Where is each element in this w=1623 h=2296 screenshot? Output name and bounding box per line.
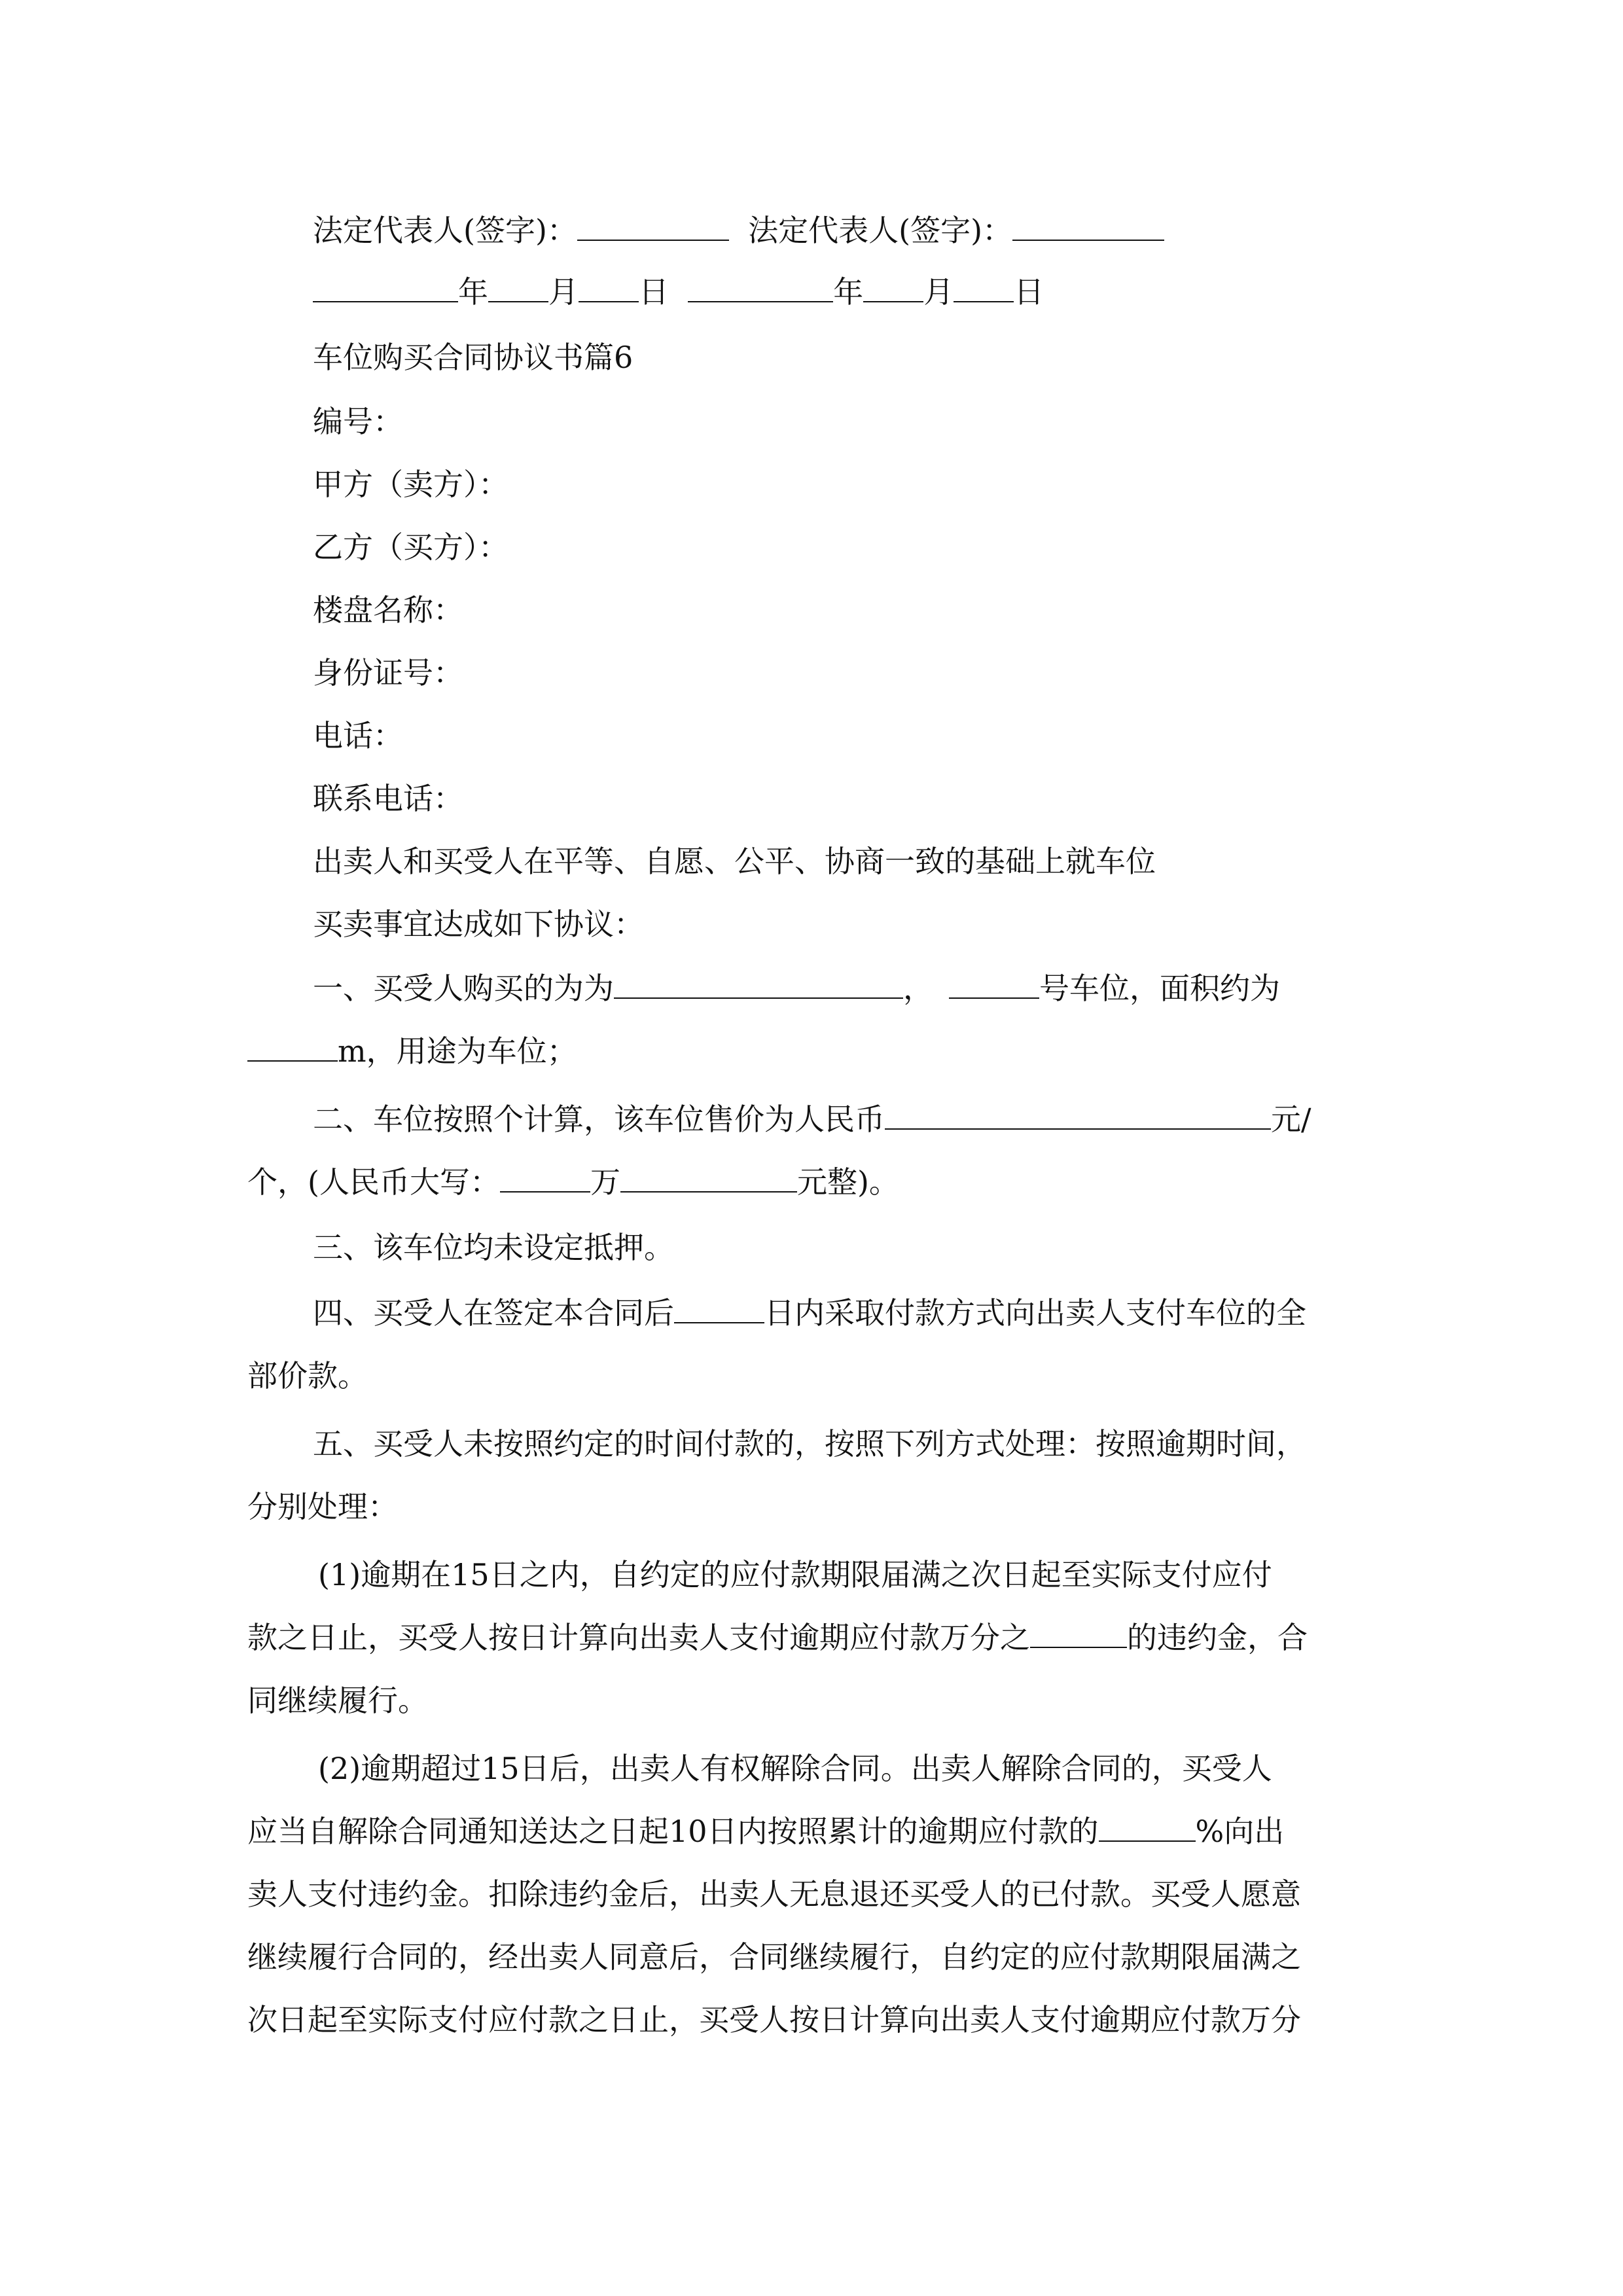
field-contract-number: 编号： bbox=[313, 404, 403, 439]
penalty-rate-blank bbox=[1030, 1618, 1127, 1648]
month-label: 月 bbox=[923, 274, 954, 310]
field-line bbox=[0, 779, 1623, 818]
section-title bbox=[0, 338, 1623, 377]
clause-text: %向出 bbox=[1195, 1814, 1285, 1849]
month-blank bbox=[488, 272, 548, 302]
clause-5-cont bbox=[0, 1487, 1623, 1526]
legal-rep-signature-label: 法定代表人(签字)： bbox=[748, 213, 1013, 248]
clause-2-cont bbox=[0, 1162, 1623, 1202]
clause-text: 一、买受人购买的为为 bbox=[313, 971, 614, 1006]
clause-text: 的违约金，合 bbox=[1127, 1620, 1308, 1655]
intro-line bbox=[0, 842, 1623, 881]
area-blank bbox=[247, 1031, 338, 1062]
year-blank bbox=[688, 272, 833, 302]
clause-text: 应当自解除合同通知送达之日起10日内按照累计的逾期应付款的 bbox=[247, 1814, 1099, 1849]
field-id-number: 身份证号： bbox=[313, 655, 463, 691]
intro-text: 出卖人和买受人在平等、自愿、公平、协商一致的基础上就车位 bbox=[313, 844, 1156, 879]
field-line bbox=[0, 465, 1623, 504]
days-blank bbox=[674, 1293, 764, 1323]
purchase-blank bbox=[614, 969, 903, 999]
clause-4-cont bbox=[0, 1356, 1623, 1395]
field-line bbox=[0, 653, 1623, 692]
clause-text: 三、该车位均未设定抵押。 bbox=[313, 1230, 674, 1265]
clause-text: 部价款。 bbox=[247, 1358, 368, 1393]
subclause-2-cont bbox=[0, 1812, 1623, 1851]
field-party-b: 乙方（买方）： bbox=[313, 529, 508, 565]
month-label: 月 bbox=[548, 274, 579, 310]
year-label: 年 bbox=[833, 274, 864, 310]
clause-text: m，用途为车位； bbox=[338, 1033, 577, 1069]
clause-text: (1)逾期在15日之内，自约定的应付款期限届满之次日起至实际支付应付 bbox=[318, 1557, 1272, 1592]
clause-text: 二、车位按照个计算，该车位售价为人民币 bbox=[313, 1102, 885, 1137]
penalty-percent-blank bbox=[1099, 1812, 1196, 1842]
clause-text: 万 bbox=[590, 1164, 620, 1200]
day-blank bbox=[579, 272, 639, 302]
day-blank bbox=[954, 272, 1014, 302]
clause-text: (2)逾期超过15日后，出卖人有权解除合同。出卖人解除合同的，买受人 bbox=[318, 1751, 1272, 1786]
clause-text: 个，(人民币大写： bbox=[247, 1164, 500, 1200]
clause-text: 号车位，面积约为 bbox=[1039, 971, 1280, 1006]
intro-text: 买卖事宜达成如下协议： bbox=[313, 906, 644, 942]
field-line bbox=[0, 402, 1623, 441]
clause-text: 四、买受人在签定本合同后 bbox=[313, 1295, 674, 1331]
field-phone: 电话： bbox=[313, 718, 403, 753]
clause-1 bbox=[0, 969, 1623, 1008]
subclause-2-cont bbox=[0, 2000, 1623, 2039]
clause-text: 元/ bbox=[1271, 1102, 1311, 1137]
clause-5 bbox=[0, 1424, 1623, 1463]
subclause-2-cont bbox=[0, 1937, 1623, 1977]
clause-text: 卖人支付违约金。扣除违约金后，出卖人无息退还买受人的已付款。买受人愿意 bbox=[247, 1876, 1301, 1912]
space-number-blank bbox=[949, 969, 1039, 999]
yuan-blank bbox=[620, 1162, 797, 1193]
clause-text: 五、买受人未按照约定的时间付款的，按照下列方式处理：按照逾期时间， bbox=[313, 1426, 1306, 1462]
price-blank bbox=[885, 1100, 1271, 1130]
field-line bbox=[0, 590, 1623, 630]
subclause-1-cont bbox=[0, 1681, 1623, 1720]
clause-3 bbox=[0, 1228, 1623, 1267]
subclause-2-cont bbox=[0, 1874, 1623, 1914]
field-line bbox=[0, 528, 1623, 567]
field-property-name: 楼盘名称： bbox=[313, 592, 463, 628]
ten-thousand-blank bbox=[500, 1162, 590, 1193]
subclause-1 bbox=[0, 1555, 1623, 1594]
clause-text: 款之日止，买受人按日计算向出卖人支付逾期应付款万分之 bbox=[247, 1620, 1030, 1655]
clause-text: 同继续履行。 bbox=[247, 1683, 428, 1718]
year-blank bbox=[313, 272, 458, 302]
signature-blank bbox=[577, 211, 729, 241]
clause-text: 次日起至实际支付应付款之日止，买受人按日计算向出卖人支付逾期应付款万分 bbox=[247, 2002, 1301, 2037]
legal-rep-signature-label: 法定代表人(签字)： bbox=[313, 213, 577, 248]
intro-line bbox=[0, 905, 1623, 944]
field-contact-phone: 联系电话： bbox=[313, 781, 463, 816]
clause-text: 继续履行合同的，经出卖人同意后，合同继续履行，自约定的应付款期限届满之 bbox=[247, 1939, 1301, 1975]
date-line bbox=[0, 272, 1623, 312]
day-label: 日 bbox=[639, 274, 669, 310]
month-blank bbox=[863, 272, 923, 302]
clause-text: 分别处理： bbox=[247, 1489, 398, 1524]
clause-text: 日内采取付款方式向出卖人支付车位的全 bbox=[764, 1295, 1306, 1331]
subclause-1-cont bbox=[0, 1618, 1623, 1657]
field-line bbox=[0, 716, 1623, 755]
clause-text: ， bbox=[903, 971, 933, 1006]
day-label: 日 bbox=[1014, 274, 1044, 310]
clause-1-cont bbox=[0, 1031, 1623, 1071]
clause-4 bbox=[0, 1293, 1623, 1333]
signature-line bbox=[0, 211, 1623, 250]
signature-blank bbox=[1012, 211, 1164, 241]
field-party-a: 甲方（卖方）： bbox=[313, 467, 508, 502]
clause-2 bbox=[0, 1100, 1623, 1139]
section-title-text: 车位购买合同协议书篇6 bbox=[313, 340, 633, 375]
subclause-2 bbox=[0, 1749, 1623, 1788]
clause-text: 元整)。 bbox=[796, 1164, 899, 1200]
year-label: 年 bbox=[458, 274, 488, 310]
